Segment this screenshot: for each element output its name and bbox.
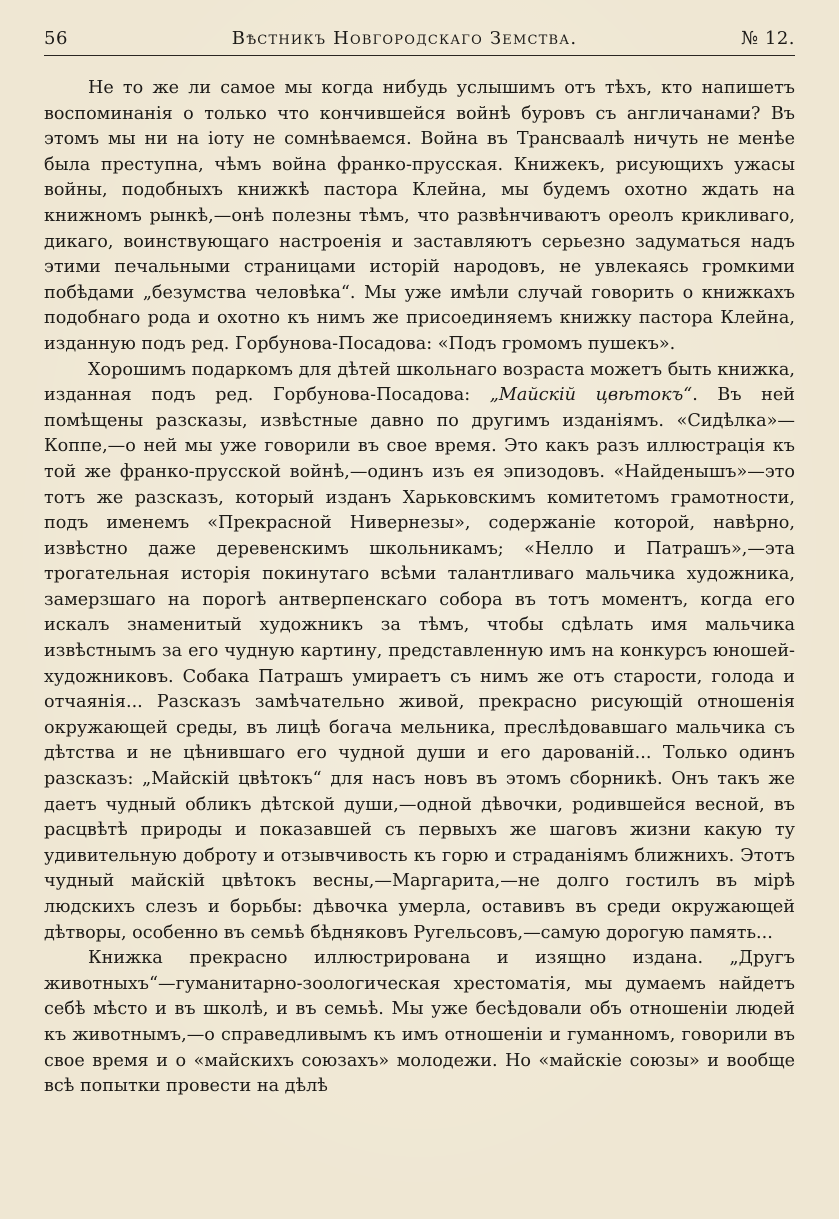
paragraph-text: . Въ ней помѣщены разсказы, извѣстные давно по другимъ изданіямъ. «Сидѣлка»—Коппе,—о ней мы уже говорили въ свое время. Это какъ разъ иллюстрація къ той же франко-прусской войнѣ,—одинъ изъ ея эпизодовъ. «Найденышъ»—это тотъ же разсказъ, который изданъ Харьковскимъ комитетомъ грамотности, подъ именемъ «Прекрасной Нивернезы», содержаніе которой, навѣрно, извѣстно даже деревенскимъ школьникамъ; «Нелло и Патрашъ»,—эта трогательная исторія покинутаго всѣми талантливаго мальчика художника, замерзшаго на порогѣ антверпенскаго собора въ тотъ моментъ, когда его искалъ знаменитый художникъ за тѣмъ, чтобы сдѣлать имя мальчика извѣстнымъ за его чудную картину, представленную имъ на конкурсъ юношей-художниковъ. Собака Патрашъ умираетъ съ нимъ же отъ старости, голода и отчаянія... Разсказъ замѣчательно живой, прекрасно рисующій отношенія окружающей среды, въ лицѣ богача мельника, преслѣдовавшаго мальчика съ дѣтства и не цѣнившаго его чудной души и его дарованій... Только одинъ разсказъ: „Майскій цвѣтокъ“ для насъ новъ въ этомъ сборникѣ. Онъ такъ же даетъ чудный обликъ дѣтской души,—одной дѣвочки, родившейся весной, въ расцвѣтѣ природы и показавшей съ первыхъ же шаговъ жизни какую ту удивительную доброту и отзывчивость къ горю и страданіямъ ближнихъ. Этотъ чудный майскій цвѣтокъ весны,—Маргарита,—не долго гостилъ въ мірѣ людскихъ слезъ и борьбы: дѣвочка умерла, оставивъ въ среди окружающей дѣтворы, особенно въ семьѣ бѣдняковъ Ругельсовъ,—самую дорогую память... [44,385,796,943]
paragraph: Не то же ли самое мы когда нибудь услышимъ отъ тѣхъ, кто напишетъ воспоминанія о только что кончившейся войнѣ буровъ съ англичанами? Въ этомъ мы ни на іоту не сомнѣваемся. Война въ Трансваалѣ ничуть не менѣе была преступна, чѣмъ война франко-прусская. Книжекъ, рисующихъ ужасы войны, подобныхъ книжкѣ пастора Клейна, мы будемъ охотно ждать на книжномъ рынкѣ,—онѣ полезны тѣмъ, что развѣнчиваютъ ореолъ крикливаго, дикаго, воинствующаго настроенія и заставляютъ серьезно задуматься надъ этими печальными страницами исторій народовъ, не увлекаясь громкими побѣдами „безумства человѣка“. Мы уже имѣли случай говорить о книжкахъ подобнаго рода и охотно къ нимъ же присоединяемъ книжку пастора Клейна, изданную подъ ред. Горбунова-Посадова: «Подъ громомъ пушекъ». [44,78,795,354]
issue-number: № 12. [741,28,795,49]
paragraph: Книжка прекрасно иллюстрирована и изящно издана. „Другъ животныхъ“—гуманитарно-зоологическая хрестоматія, мы думаемъ найдетъ себѣ мѣсто и въ школѣ, и въ семьѣ. Мы уже бесѣдовали объ отношеніи людей къ животнымъ,—о справедливымъ къ имъ отношеніи и гуманномъ, говорили въ свое время и о «майскихъ союзахъ» молодежи. Но «майскіе союзы» и вообще всѣ попытки провести на дѣлѣ [44,948,795,1097]
paragraph-text: Хорошимъ подаркомъ для дѣтей школьнаго возраста можетъ быть книжка, изданная подъ ред. Горбунова-Посадова: [44,359,795,406]
running-header [44,28,795,56]
book-title-italic: „Майскій цвѣтокъ“ [489,385,693,406]
paragraph [44,358,795,947]
journal-title: Вѣстникъ Новгородскаго Земства. [231,28,578,49]
article-body [44,76,795,1100]
page-number: 56 [44,28,68,49]
